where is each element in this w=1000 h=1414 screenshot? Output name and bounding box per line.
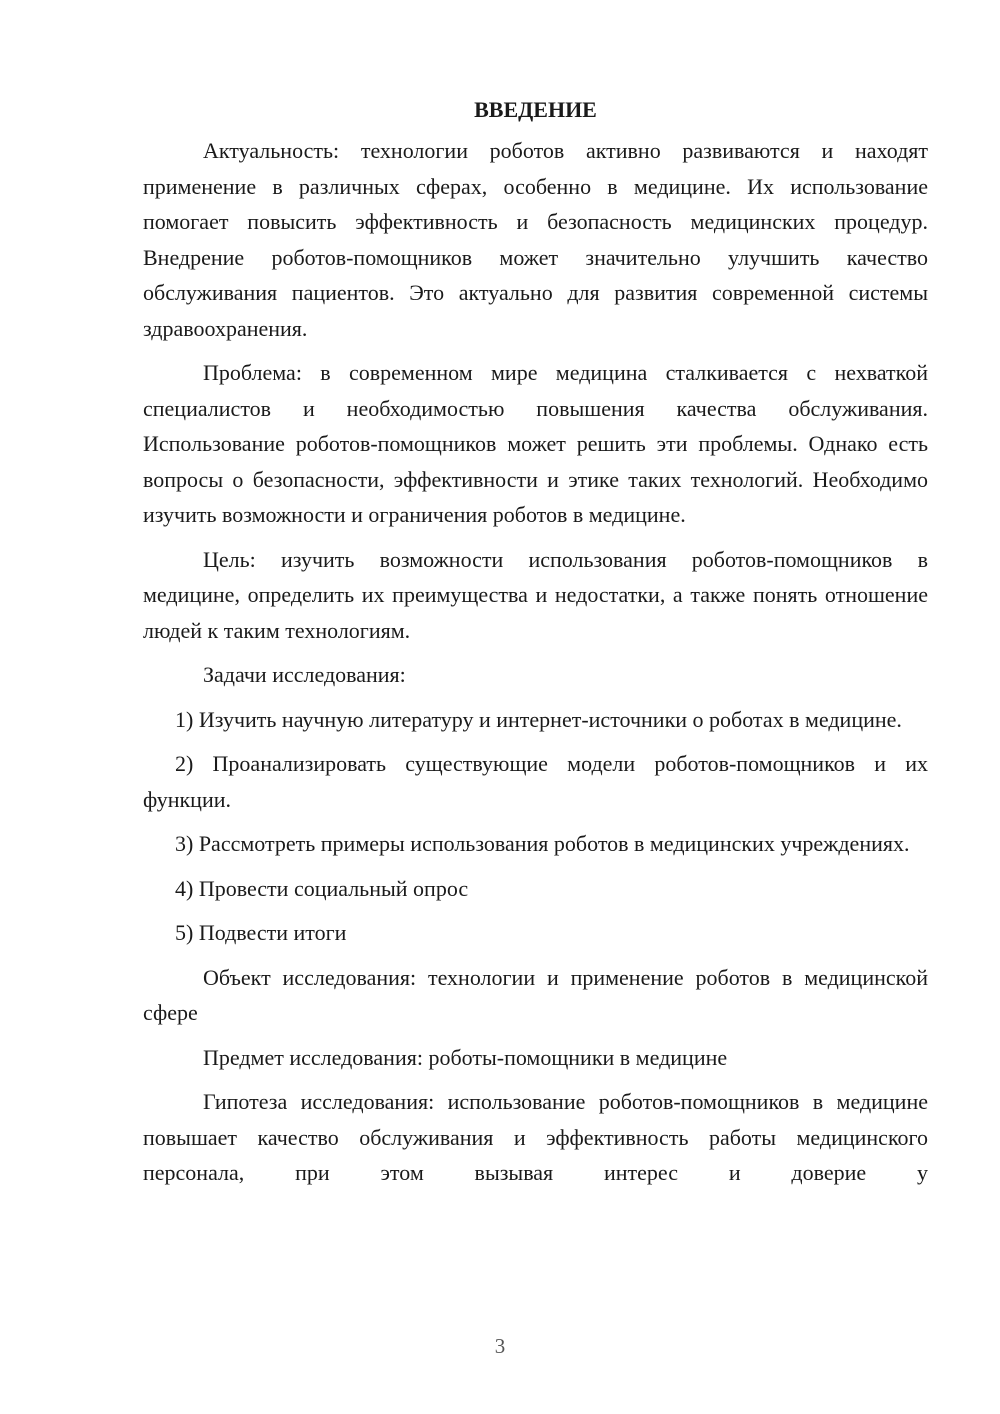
task-item-1: 1) Изучить научную литературу и интернет-источники о роботах в медицине. <box>175 706 902 732</box>
task-item-2: 2) Проанализировать существующие модели роботов-помощников и их функции. <box>143 751 928 812</box>
paragraph-subject: Предмет исследования: роботы-помощники в медицине <box>203 1044 728 1070</box>
paragraph-goal: Цель: изучить возможности использования роботов-помощников в медицине, определить их преимущества и недостатки, а также понять отношение людей к таким технологиям. <box>143 546 928 643</box>
section-heading: ВВЕДЕНИЕ <box>474 97 597 122</box>
task-item-4: 4) Провести социальный опрос <box>175 875 469 901</box>
paragraph-hypothesis: Гипотеза исследования: использование роботов-помощников в медицине повышает качество обслуживания и эффективность работы медицинского персонала, при этом вызывая интерес и доверие у <box>143 1089 928 1185</box>
paragraph-problem: Проблема: в современном мире медицина сталкивается с нехваткой специалистов и необходимостью повышения качества обслуживания. Использование роботов-помощников может решить эти проблемы. Однако есть вопросы о безопасности, эффективности и этике таких технологий. Необходимо изучить возможности и ограничения роботов в медицине. <box>143 360 928 527</box>
document-page <box>143 92 928 1200</box>
task-item-3: 3) Рассмотреть примеры использования роботов в медицинских учреждениях. <box>175 831 910 856</box>
paragraph-relevance: Актуальность: технологии роботов активно развиваются и находят применение в различных сферах, особенно в медицине. Их использование помогает повысить эффективность и безопасность медицинских процедур. Внедрение роботов-помощников может значительно улучшить качество обслуживания пациентов. Это актуально для развития современной системы здравоохранения. <box>143 138 928 341</box>
paragraph-tasks-title: Задачи исследования: <box>203 662 406 687</box>
paragraph-object: Объект исследования: технологии и применение роботов в медицинской сфере <box>143 964 928 1025</box>
page-number: 3 <box>494 1334 506 1358</box>
task-item-5: 5) Подвести итоги <box>175 920 347 945</box>
